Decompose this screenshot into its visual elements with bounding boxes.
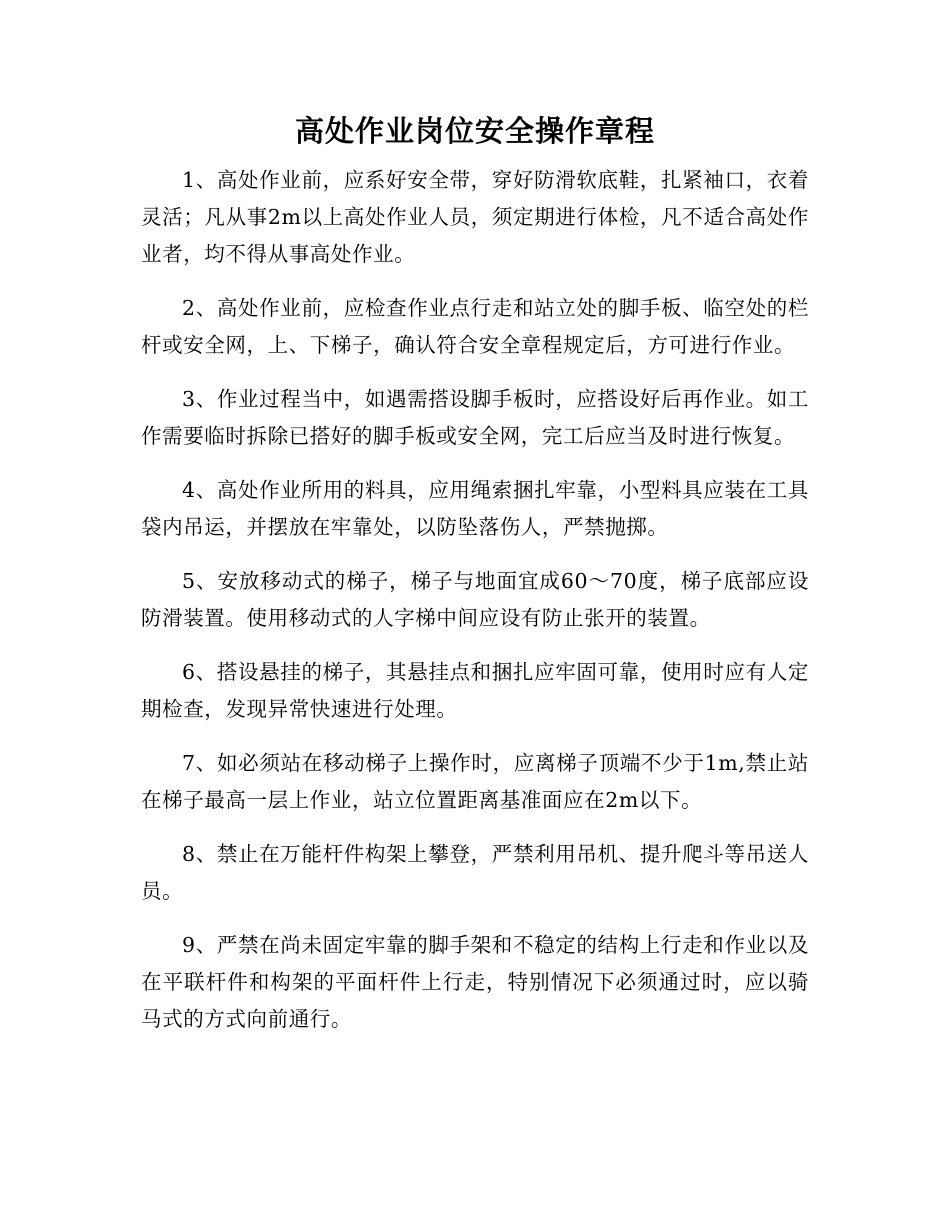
- paragraph-3: 3、作业过程当中，如遇需搭设脚手板时，应搭设好后再作业。如工作需要临时拆除已搭好的脚手板或安全网，完工后应当及时进行恢复。: [141, 387, 809, 448]
- paragraph-8: 8、禁止在万能杆件构架上攀登，严禁利用吊机、提升爬斗等吊送人员。: [141, 842, 809, 903]
- paragraph-1: 1、高处作业前，应系好安全带，穿好防滑软底鞋，扎紧袖口，衣着灵活；凡从事2m以上高处作业人员，须定期进行体检，凡不适合高处作业者，均不得从事高处作业。: [141, 168, 809, 266]
- paragraph-4: 4、高处作业所用的料具，应用绳索捆扎牢靠，小型料具应装在工具袋内吊运，并摆放在牢靠处，以防坠落伤人，严禁抛掷。: [141, 478, 809, 539]
- document-body: [141, 162, 809, 1055]
- paragraph-5: 5、安放移动式的梯子，梯子与地面宜成60～70度，梯子底部应设防滑装置。使用移动式的人字梯中间应设有防止张开的装置。: [141, 569, 809, 630]
- paragraph-7: 7、如必须站在移动梯子上操作时，应离梯子顶端不少于1m,禁止站在梯子最高一层上作业，站立位置距离基准面应在2m以下。: [141, 751, 809, 812]
- paragraph-2: 2、高处作业前，应检查作业点行走和站立处的脚手板、临空处的栏杆或安全网，上、下梯子，确认符合安全章程规定后，方可进行作业。: [141, 296, 809, 357]
- paragraph-9: 9、严禁在尚未固定牢靠的脚手架和不稳定的结构上行走和作业以及在平联杆件和构架的平面杆件上行走，特别情况下必须通过时，应以骑马式的方式向前通行。: [141, 933, 809, 1031]
- page-title: 高处作业岗位安全操作章程: [294, 114, 655, 148]
- paragraph-6: 6、搭设悬挂的梯子，其悬挂点和捆扎应牢固可靠，使用时应有人定期检查，发现异常快速进行处理。: [141, 660, 809, 721]
